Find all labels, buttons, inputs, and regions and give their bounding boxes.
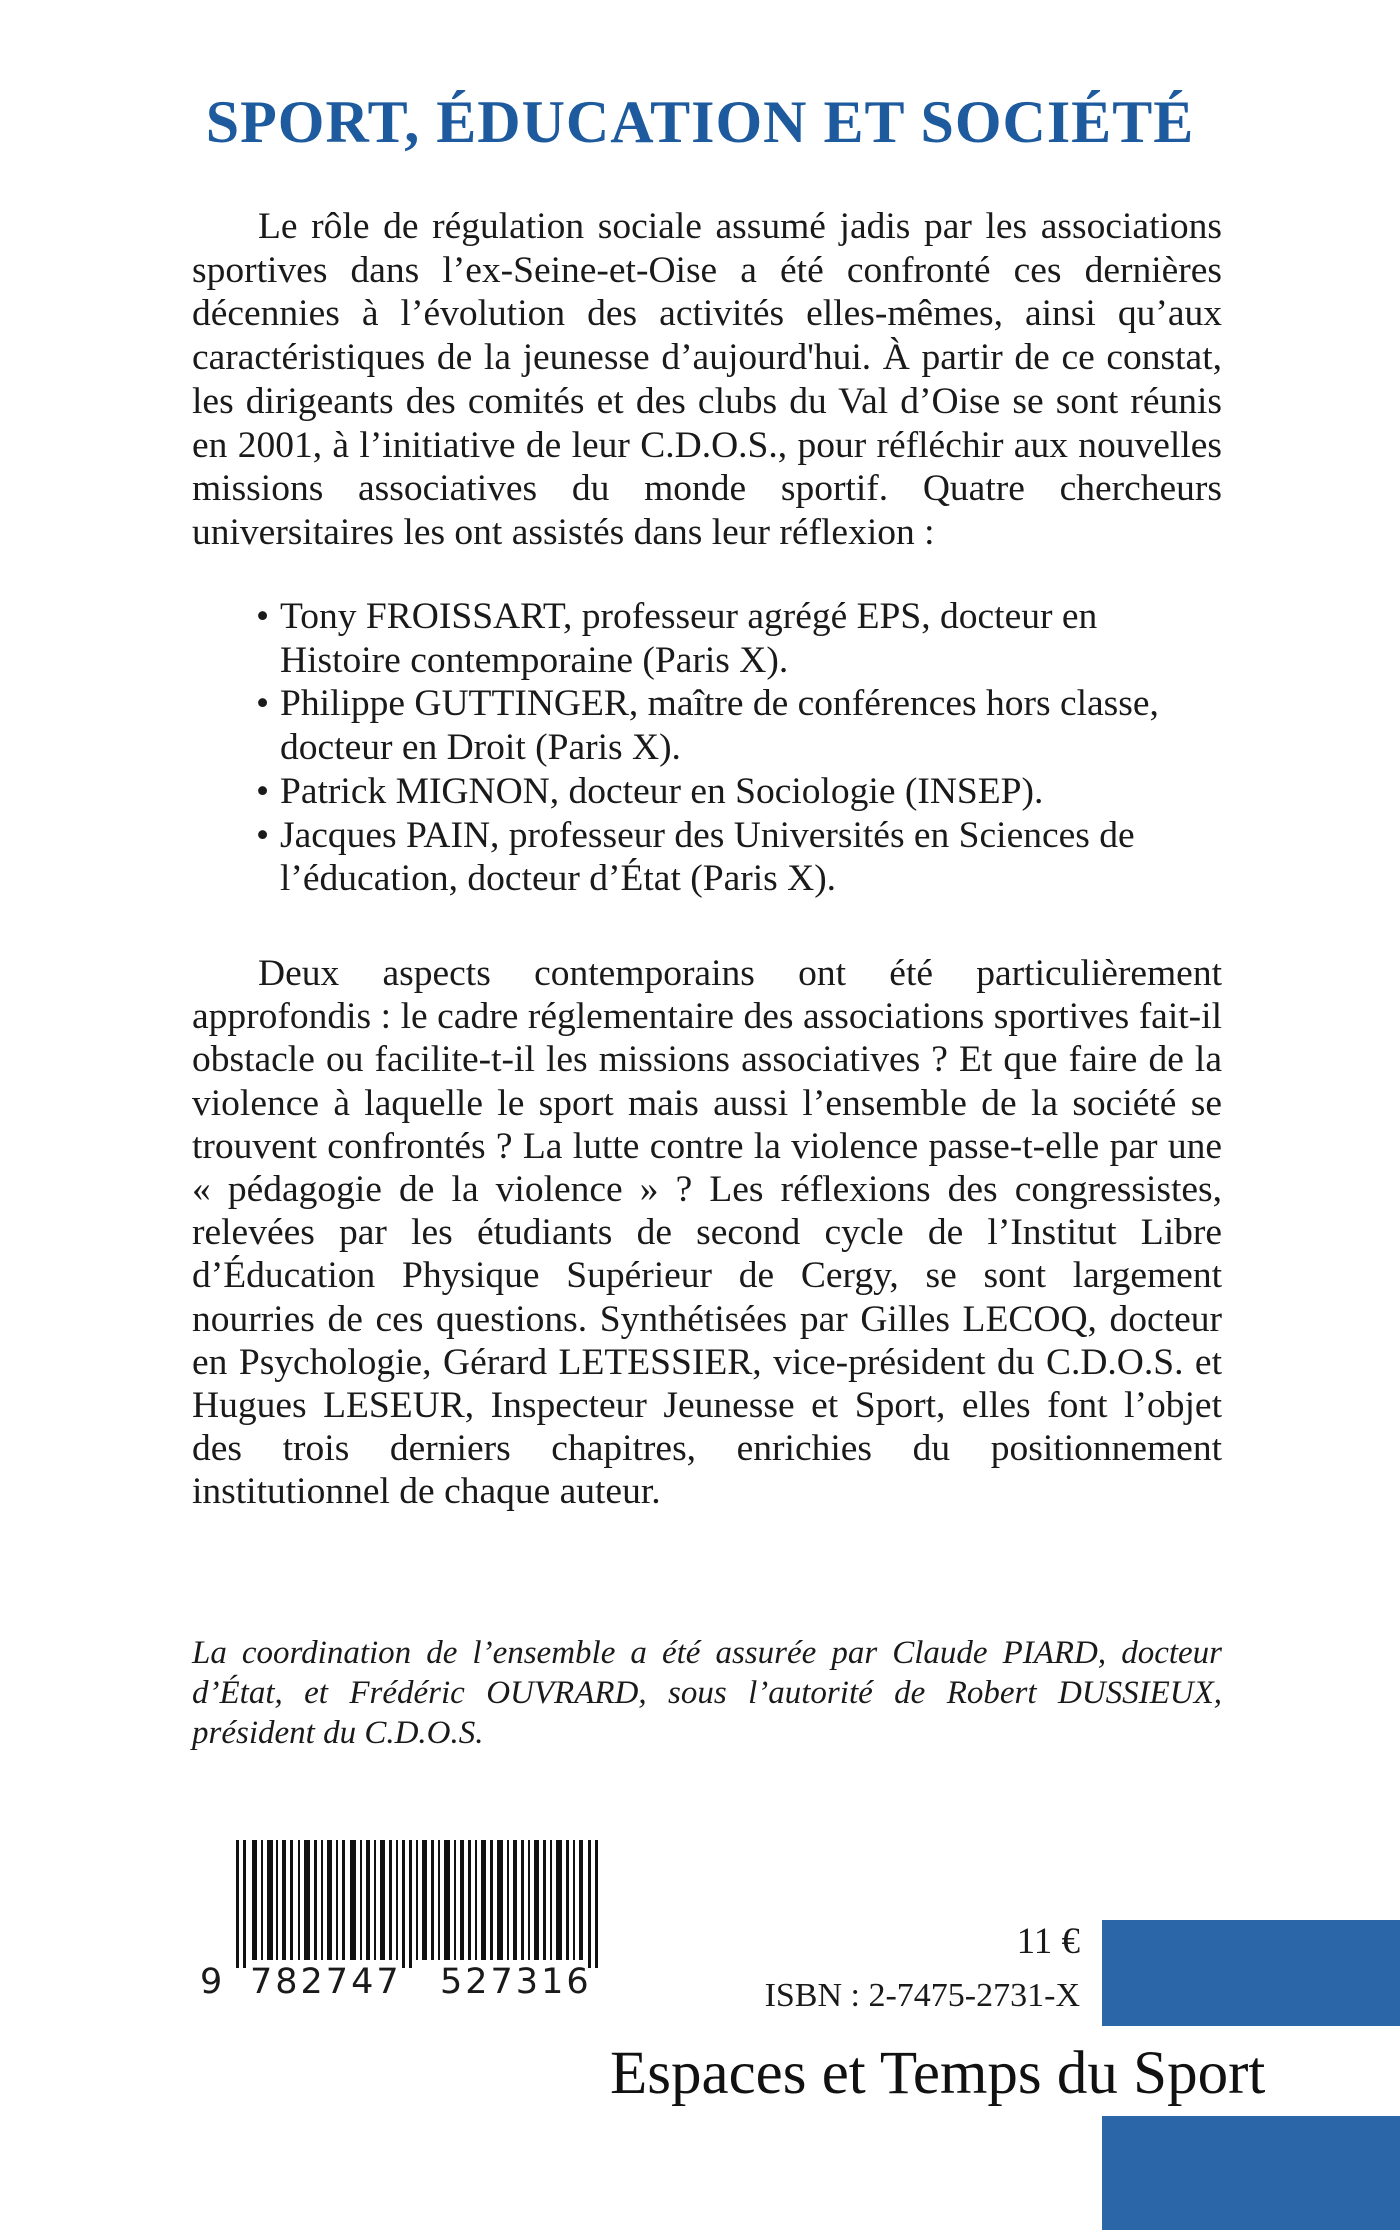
list-item: • Tony FROISSART, professeur agrégé EPS, docteur en Histoire contemporaine (Paris X). [256, 595, 1222, 682]
intro-paragraph: Le rôle de régulation sociale assumé jadis par les associations sportives dans l’ex-Seine-et-Oise a été confronté ces dernières décennies à l’évolution des activités elles-mêmes, ainsi qu’aux caractéristiques de la jeunesse d’aujourd'hui. À partir de ce constat, les dirigeants des comités et des clubs du Val d’Oise se sont réunis en 2001, à l’initiative de leur C.D.O.S., pour réfléchir aux nouvelles missions associatives du monde sportif. Quatre chercheurs universitaires les ont assistés dans leur réflexion : [192, 206, 1222, 553]
book-title: SPORT, ÉDUCATION ET SOCIÉTÉ [205, 89, 1195, 155]
list-item: • Philippe GUTTINGER, maître de conférences hors classe, docteur en Droit (Paris X). [256, 682, 1222, 769]
barcode-digit-first: 9 [200, 1962, 226, 2002]
coordination-note: La coordination de l’ensemble a été assurée par Claude PIARD, docteur d’État, et Frédéric OUVRARD, sous l’autorité de Robert DUSSIEUX, président du C.D.O.S. [192, 1635, 1222, 1751]
isbn: ISBN : 2-7475-2731-X [764, 1977, 1080, 2014]
series-title: Espaces et Temps du Sport [610, 2040, 1266, 2107]
decorative-blue-block-bottom [1102, 2116, 1400, 2230]
decorative-blue-block-top [1102, 1920, 1400, 2026]
price: 11 € [1016, 1921, 1080, 1962]
barcode [200, 1840, 604, 2030]
list-item: • Jacques PAIN, professeur des Universités en Sciences de l’éducation, docteur d’État (Paris X). [256, 814, 1222, 901]
barcode-digit-group-1: 782747 [250, 1962, 402, 2002]
barcode-digit-group-2: 527316 [440, 1962, 592, 2002]
barcode-bars [200, 1840, 604, 1970]
list-item: • Patrick MIGNON, docteur en Sociologie (INSEP). [256, 770, 1222, 814]
body-paragraph: Deux aspects contemporains ont été particulièrement approfondis : le cadre réglementaire des associations sportives fait-il obstacle ou facilite-t-il les missions associatives ? Et que faire de la violence à laquelle le sport mais aussi l’ensemble de la société se trouvent confrontés ? La lutte contre la violence passe-t-elle par une « pédagogie de la violence » ? Les réflexions des congressistes, relevées par les étudiants de second cycle de l’Institut Libre d’Éducation Physique Supérieur de Cergy, se sont largement nourries de ces questions. Synthétisées par Gilles LECOQ, docteur en Psychologie, Gérard LETESSIER, vice-président du C.D.O.S. et Hugues LESEUR, Inspecteur Jeunesse et Sport, elles font l’objet des trois derniers chapitres, enrichies du positionnement institutionnel de chaque auteur. [192, 953, 1222, 1513]
researcher-list [256, 595, 1222, 901]
barcode-number [200, 1962, 604, 2002]
